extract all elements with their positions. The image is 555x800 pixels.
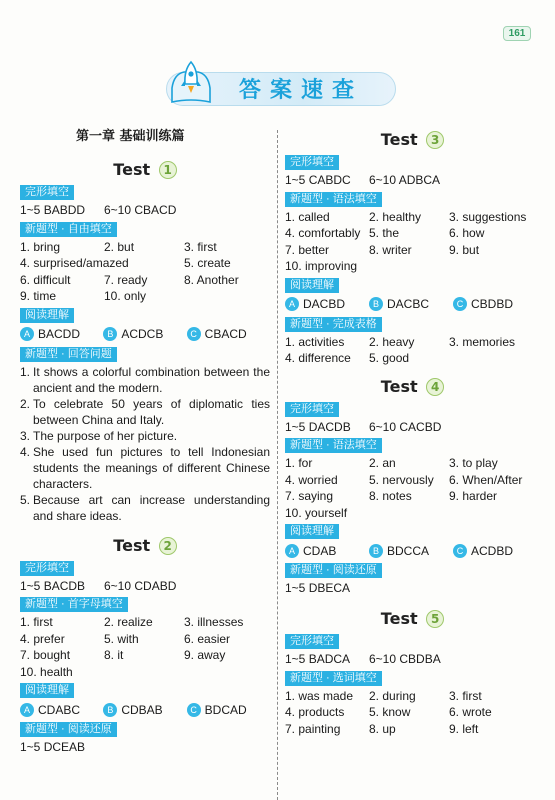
answer: 6. wrote xyxy=(449,705,492,719)
answer-row xyxy=(20,272,270,289)
answer: 1. bring xyxy=(20,239,61,254)
answer: 6~10 CACBD xyxy=(369,419,442,434)
answer: 7. better xyxy=(285,242,330,257)
answer: 2. realize xyxy=(104,615,153,629)
answer: 8. notes xyxy=(369,489,412,503)
answer: 2. during xyxy=(369,688,416,703)
test-2-title xyxy=(20,534,270,558)
list-item: 5. Because art can increase understanding and share ideas. xyxy=(20,492,270,523)
section-header: 新题型 · 选词填空 xyxy=(285,671,382,686)
answer-row xyxy=(285,334,540,351)
answer-header xyxy=(0,58,555,114)
reading-answer: A BACDD xyxy=(20,327,103,341)
letter-badge: C xyxy=(187,327,201,341)
answer: 5. good xyxy=(369,351,410,365)
section-header: 阅读理解 xyxy=(285,278,339,293)
answer: 6. how xyxy=(449,226,485,240)
answer-row xyxy=(20,614,270,631)
section-header: 阅读理解 xyxy=(285,524,339,539)
reading-answers xyxy=(20,325,270,344)
answer: 1. was made xyxy=(285,688,354,703)
letter-badge: A xyxy=(20,703,34,717)
left-column xyxy=(20,128,270,756)
answer-row xyxy=(285,258,540,275)
answer: 3. illnesses xyxy=(184,615,244,629)
answer-row xyxy=(20,578,270,595)
section-header: 新题型 · 语法填空 xyxy=(285,192,382,207)
test-5-title xyxy=(285,607,540,631)
reading-answer: B BDCCA xyxy=(369,544,453,558)
reading-answer: A CDAB xyxy=(285,544,369,558)
test-number-badge: 2 xyxy=(159,537,177,555)
reading-answer: C CBACD xyxy=(187,327,270,341)
list-item: 4. She used fun pictures to tell Indonesian students the meanings of different Chinese characters. xyxy=(20,444,270,491)
answer: 6~10 CDABD xyxy=(104,578,177,593)
answer: 7. painting xyxy=(285,721,341,736)
answer: 6. easier xyxy=(184,631,231,646)
answer: 8. it xyxy=(104,648,124,662)
section-header: 完形填空 xyxy=(285,402,339,417)
answer: 3. first xyxy=(184,239,217,254)
test-label: Test xyxy=(113,535,151,555)
answer: 1~5 BACDB xyxy=(20,578,86,593)
letter-badge: A xyxy=(20,327,34,341)
answer: 9. harder xyxy=(449,489,498,503)
answer: 3. suggestions xyxy=(449,209,527,224)
answer: 1~5 DACDB xyxy=(285,419,351,434)
answer: 9. left xyxy=(449,721,479,736)
reading-answer: B CDBAB xyxy=(103,703,186,717)
answer: 8. up xyxy=(369,721,396,736)
answer: 10. improving xyxy=(285,259,358,273)
section-header: 阅读理解 xyxy=(20,683,74,698)
section-header: 新题型 · 阅读还原 xyxy=(20,722,117,737)
answer: 9. time xyxy=(20,289,57,303)
answer-row xyxy=(285,488,540,505)
letter-badge: B xyxy=(369,297,383,311)
section-header: 完形填空 xyxy=(285,155,339,170)
list-item: 1. It shows a colorful combination between the ancient and the modern. xyxy=(20,364,270,395)
answer: 7. ready xyxy=(104,272,148,287)
answer: 3. to play xyxy=(449,456,498,470)
answer-row xyxy=(20,664,270,681)
answer: 5. know xyxy=(369,705,411,719)
answer: 1~5 BABDD xyxy=(20,203,86,217)
answer: 5. nervously xyxy=(369,472,434,487)
answer: 3. first xyxy=(449,688,482,703)
reading-answers xyxy=(285,541,540,560)
section-header: 新题型 · 语法填空 xyxy=(285,438,382,453)
answer-row xyxy=(285,651,540,668)
letter-badge: C xyxy=(187,703,201,717)
answer: 4. surprised/amazed xyxy=(20,256,129,270)
test-number-badge: 1 xyxy=(159,161,177,179)
section-header: 完形填空 xyxy=(20,561,74,576)
reading-answer: A DACBD xyxy=(285,297,369,311)
answer-row xyxy=(20,647,270,664)
section-header: 新题型 · 完成表格 xyxy=(285,317,382,332)
answer-row xyxy=(285,242,540,259)
section-header: 新题型 · 自由填空 xyxy=(20,222,117,237)
letter-badge: B xyxy=(369,544,383,558)
answer: 1. first xyxy=(20,615,53,629)
list-item: 3. The purpose of her picture. xyxy=(20,428,178,443)
answer-row xyxy=(285,209,540,226)
answer-row xyxy=(285,455,540,472)
test-4-title xyxy=(285,375,540,399)
answer: 6~10 CBDBA xyxy=(369,652,441,666)
answer: 6~10 CBACD xyxy=(104,203,177,217)
answer: 1~5 BADCA xyxy=(285,652,351,666)
reading-answer: B DACBC xyxy=(369,297,453,311)
section-header: 新题型 · 首字母填空 xyxy=(20,597,128,612)
letter-badge: C xyxy=(453,544,467,558)
reading-answer: C CBDBD xyxy=(453,297,537,311)
answer: 1. activities xyxy=(285,334,345,349)
letter-badge: A xyxy=(285,297,299,311)
letter-badge: B xyxy=(103,703,117,717)
answer: 2. an xyxy=(369,456,396,470)
list-item: 2. To celebrate 50 years of diplomatic ties between China and Italy. xyxy=(20,396,270,427)
reading-answer: B ACDCB xyxy=(103,327,186,341)
answer: 6~10 ADBCA xyxy=(369,173,441,187)
reading-answers xyxy=(20,700,270,719)
answer: 3. memories xyxy=(449,334,516,349)
answer: 2. heavy xyxy=(369,334,415,349)
answer: 1. for xyxy=(285,456,313,470)
answer-row xyxy=(285,225,540,242)
answer-row xyxy=(20,631,270,648)
answer: 4. products xyxy=(285,705,345,719)
answer: 9. away xyxy=(184,648,226,662)
answer: 9. but xyxy=(449,242,480,257)
reading-answer: C BDCAD xyxy=(187,703,270,717)
letter-badge: C xyxy=(453,297,467,311)
test-label: Test xyxy=(113,160,151,179)
answer-row xyxy=(285,472,540,489)
answer-row xyxy=(20,288,270,305)
test-label: Test xyxy=(380,609,418,628)
letter-badge: A xyxy=(285,544,299,558)
letter-badge: B xyxy=(103,327,117,341)
test-number-badge: 3 xyxy=(426,131,444,149)
answer-row xyxy=(20,202,270,219)
answer-row xyxy=(285,505,540,522)
answer: 2. healthy xyxy=(369,209,422,224)
qa-answers xyxy=(20,364,270,524)
answer: 8. writer xyxy=(369,242,412,257)
right-column xyxy=(285,128,540,737)
answer: 7. saying xyxy=(285,489,334,503)
test-number-badge: 4 xyxy=(426,378,444,396)
answer: 10. health xyxy=(20,664,73,679)
answer-row xyxy=(285,419,540,436)
answer: 7. bought xyxy=(20,648,71,662)
test-1-title xyxy=(20,158,270,182)
page-number: 161 xyxy=(503,26,531,41)
chapter-title: 第一章 基础训练篇 xyxy=(76,129,185,144)
answer: 8. Another xyxy=(184,272,239,287)
answer: 4. difference xyxy=(285,351,351,365)
answer-row xyxy=(20,239,270,256)
answer: 5. the xyxy=(369,226,400,240)
reading-answer: A CDABC xyxy=(20,703,103,717)
rocket-icon xyxy=(170,58,212,110)
answer-row xyxy=(285,350,540,367)
answer: 6. difficult xyxy=(20,272,71,287)
test-label: Test xyxy=(380,376,418,396)
section-header: 新题型 · 阅读还原 xyxy=(285,563,382,578)
section-header: 完形填空 xyxy=(20,185,74,200)
answer-row xyxy=(285,704,540,721)
answer: 4. comfortably xyxy=(285,226,361,240)
answer-row: 1~5 DBECA xyxy=(285,581,351,595)
answer: 4. worried xyxy=(285,472,338,487)
answer: 10. only xyxy=(104,289,147,303)
answer-row xyxy=(285,172,540,189)
answer: 1~5 CABDC xyxy=(285,173,351,187)
section-header: 新题型 · 回答问题 xyxy=(20,347,117,362)
section-header: 完形填空 xyxy=(285,634,339,649)
answer: 1. called xyxy=(285,209,330,224)
test-label: Test xyxy=(380,130,418,149)
header-title: 答案速查 xyxy=(238,78,363,103)
answer-row xyxy=(20,255,270,272)
answer-row xyxy=(285,721,540,738)
reading-answers xyxy=(285,295,540,314)
answer-row: 1~5 DCEAB xyxy=(20,740,86,754)
answer: 4. prefer xyxy=(20,631,65,646)
answer: 6. When/After xyxy=(449,472,523,487)
answer: 5. with xyxy=(104,631,139,646)
test-number-badge: 5 xyxy=(426,610,444,628)
answer: 5. create xyxy=(184,256,231,270)
test-3-title xyxy=(285,128,540,152)
answer: 10. yourself xyxy=(285,505,348,520)
column-divider xyxy=(277,130,278,800)
reading-answer: C ACDBD xyxy=(453,544,537,558)
answer: 2. but xyxy=(104,239,135,254)
answer-row xyxy=(285,688,540,705)
section-header: 阅读理解 xyxy=(20,308,74,323)
